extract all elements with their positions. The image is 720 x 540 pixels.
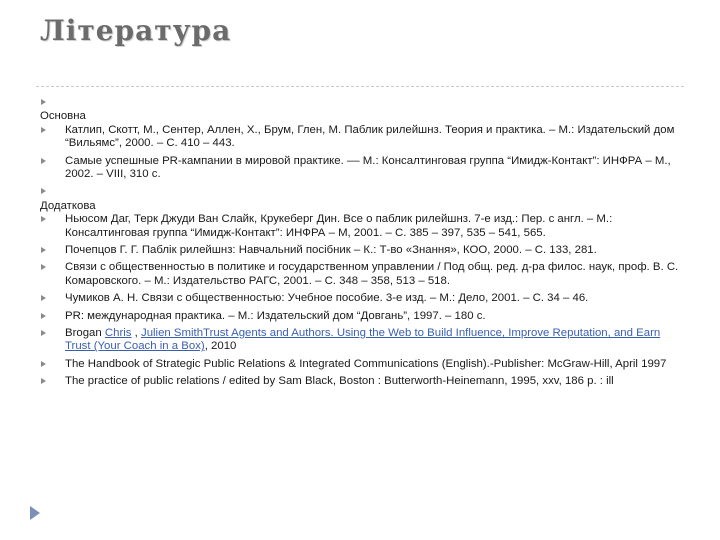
list-item: [40, 155, 680, 182]
list-item: [40, 358, 680, 371]
bullet-arrow-icon: [41, 99, 46, 105]
bullet-arrow-icon: [41, 295, 46, 301]
list-item: [40, 213, 680, 240]
bullet-arrow-icon: [41, 127, 46, 133]
bullet-arrow-icon: [41, 313, 46, 319]
brogan-suffix: , 2010: [204, 340, 237, 353]
corner-arrow-icon: [30, 506, 40, 520]
bullet-arrow-icon: [41, 247, 46, 253]
brogan-prefix: Brogan: [65, 327, 105, 340]
list-item: [40, 292, 680, 305]
empty-bullet-row: [40, 96, 680, 109]
section-heading-main: Основна: [40, 110, 86, 123]
bullet-arrow-icon: [41, 158, 46, 164]
list-item: [40, 261, 680, 288]
list-item: [40, 124, 680, 151]
list-item-text: The practice of public relations / edited by Sam Black, Boston : Butterworth-Heinemann, 1995, xxv, 186 p. : ill: [65, 375, 614, 388]
list-item-text: Ньюсом Даг, Терк Джуди Ван Слайк, Крукеберг Дин. Все о паблик рилейшнз. 7-е изд.: Пер. с англ. – М.: Консалтинговая группа “Имидж-Контакт”: ИНФРА – М, 2001. – С. 385 – 397, 535 – 541, 565.: [65, 213, 613, 239]
brogan-separator: ,: [131, 327, 141, 340]
section-heading-extra: Додаткова: [40, 199, 96, 212]
author-link[interactable]: Chris: [104, 327, 132, 340]
list-item: [40, 310, 680, 323]
bullet-arrow-icon: [41, 264, 46, 270]
list-item-text: The Handbook of Strategic Public Relations & Integrated Communications (English).-Publisher: McGraw-Hill, April 1997: [65, 357, 667, 370]
list-item-text: Самые успешные PR-кампании в мировой практике. –– М.: Консалтинговая группа “Имидж-Контакт”: ИНФРА – М., 2002. – VIII, 310 с.: [65, 154, 671, 181]
bullet-arrow-icon: [41, 216, 46, 222]
list-item: [40, 244, 680, 257]
list-item-text: PR: международная практика. – М.: Издательский дом “Довгань”, 1997. – 180 с.: [65, 309, 486, 322]
list-item-text: Чумиков А. Н. Связи с общественностью: Учебное пособие. 3-е изд. – М.: Дело, 2001. – С. 34 – 46.: [65, 292, 589, 305]
list-item-text: Связи с общественностью в политике и государственном управлении / Под общ. ред. д-ра филос. наук, проф. В. С. Комаровского. – М.: Издательство РАГС, 2001. – С. 348 – 358, 513 – 518.: [65, 261, 679, 287]
list-item-text: Почепцов Г. Г. Паблік рилейшнз: Навчальний посібник – К.: Т-во «Знання», КОО, 2000. – С. 133, 281.: [65, 244, 597, 257]
list-item-brogan: [40, 327, 680, 354]
page-title: Література: [40, 14, 232, 47]
book-title-link[interactable]: Julien SmithTrust Agents and Authors. Using the Web to Build Influence, Improve Reputation, and Earn Trust (Your Coach in a Box): [65, 327, 661, 353]
empty-bullet-row: [40, 185, 680, 198]
bullet-arrow-icon: [41, 330, 46, 336]
bullet-arrow-icon: [41, 188, 46, 194]
list-item: [40, 375, 680, 388]
title-divider: [36, 86, 684, 87]
bibliography: [40, 96, 680, 393]
list-item-text: Катлип, Скотт, М., Сентер, Аллен, Х., Брум, Глен, М. Паблик рилейшнз. Теория и практика. – М.: Издательский дом “Вильямс”, 2000. – С. 410 – 443.: [65, 123, 675, 150]
bullet-arrow-icon: [41, 361, 46, 367]
bullet-arrow-icon: [41, 378, 46, 384]
